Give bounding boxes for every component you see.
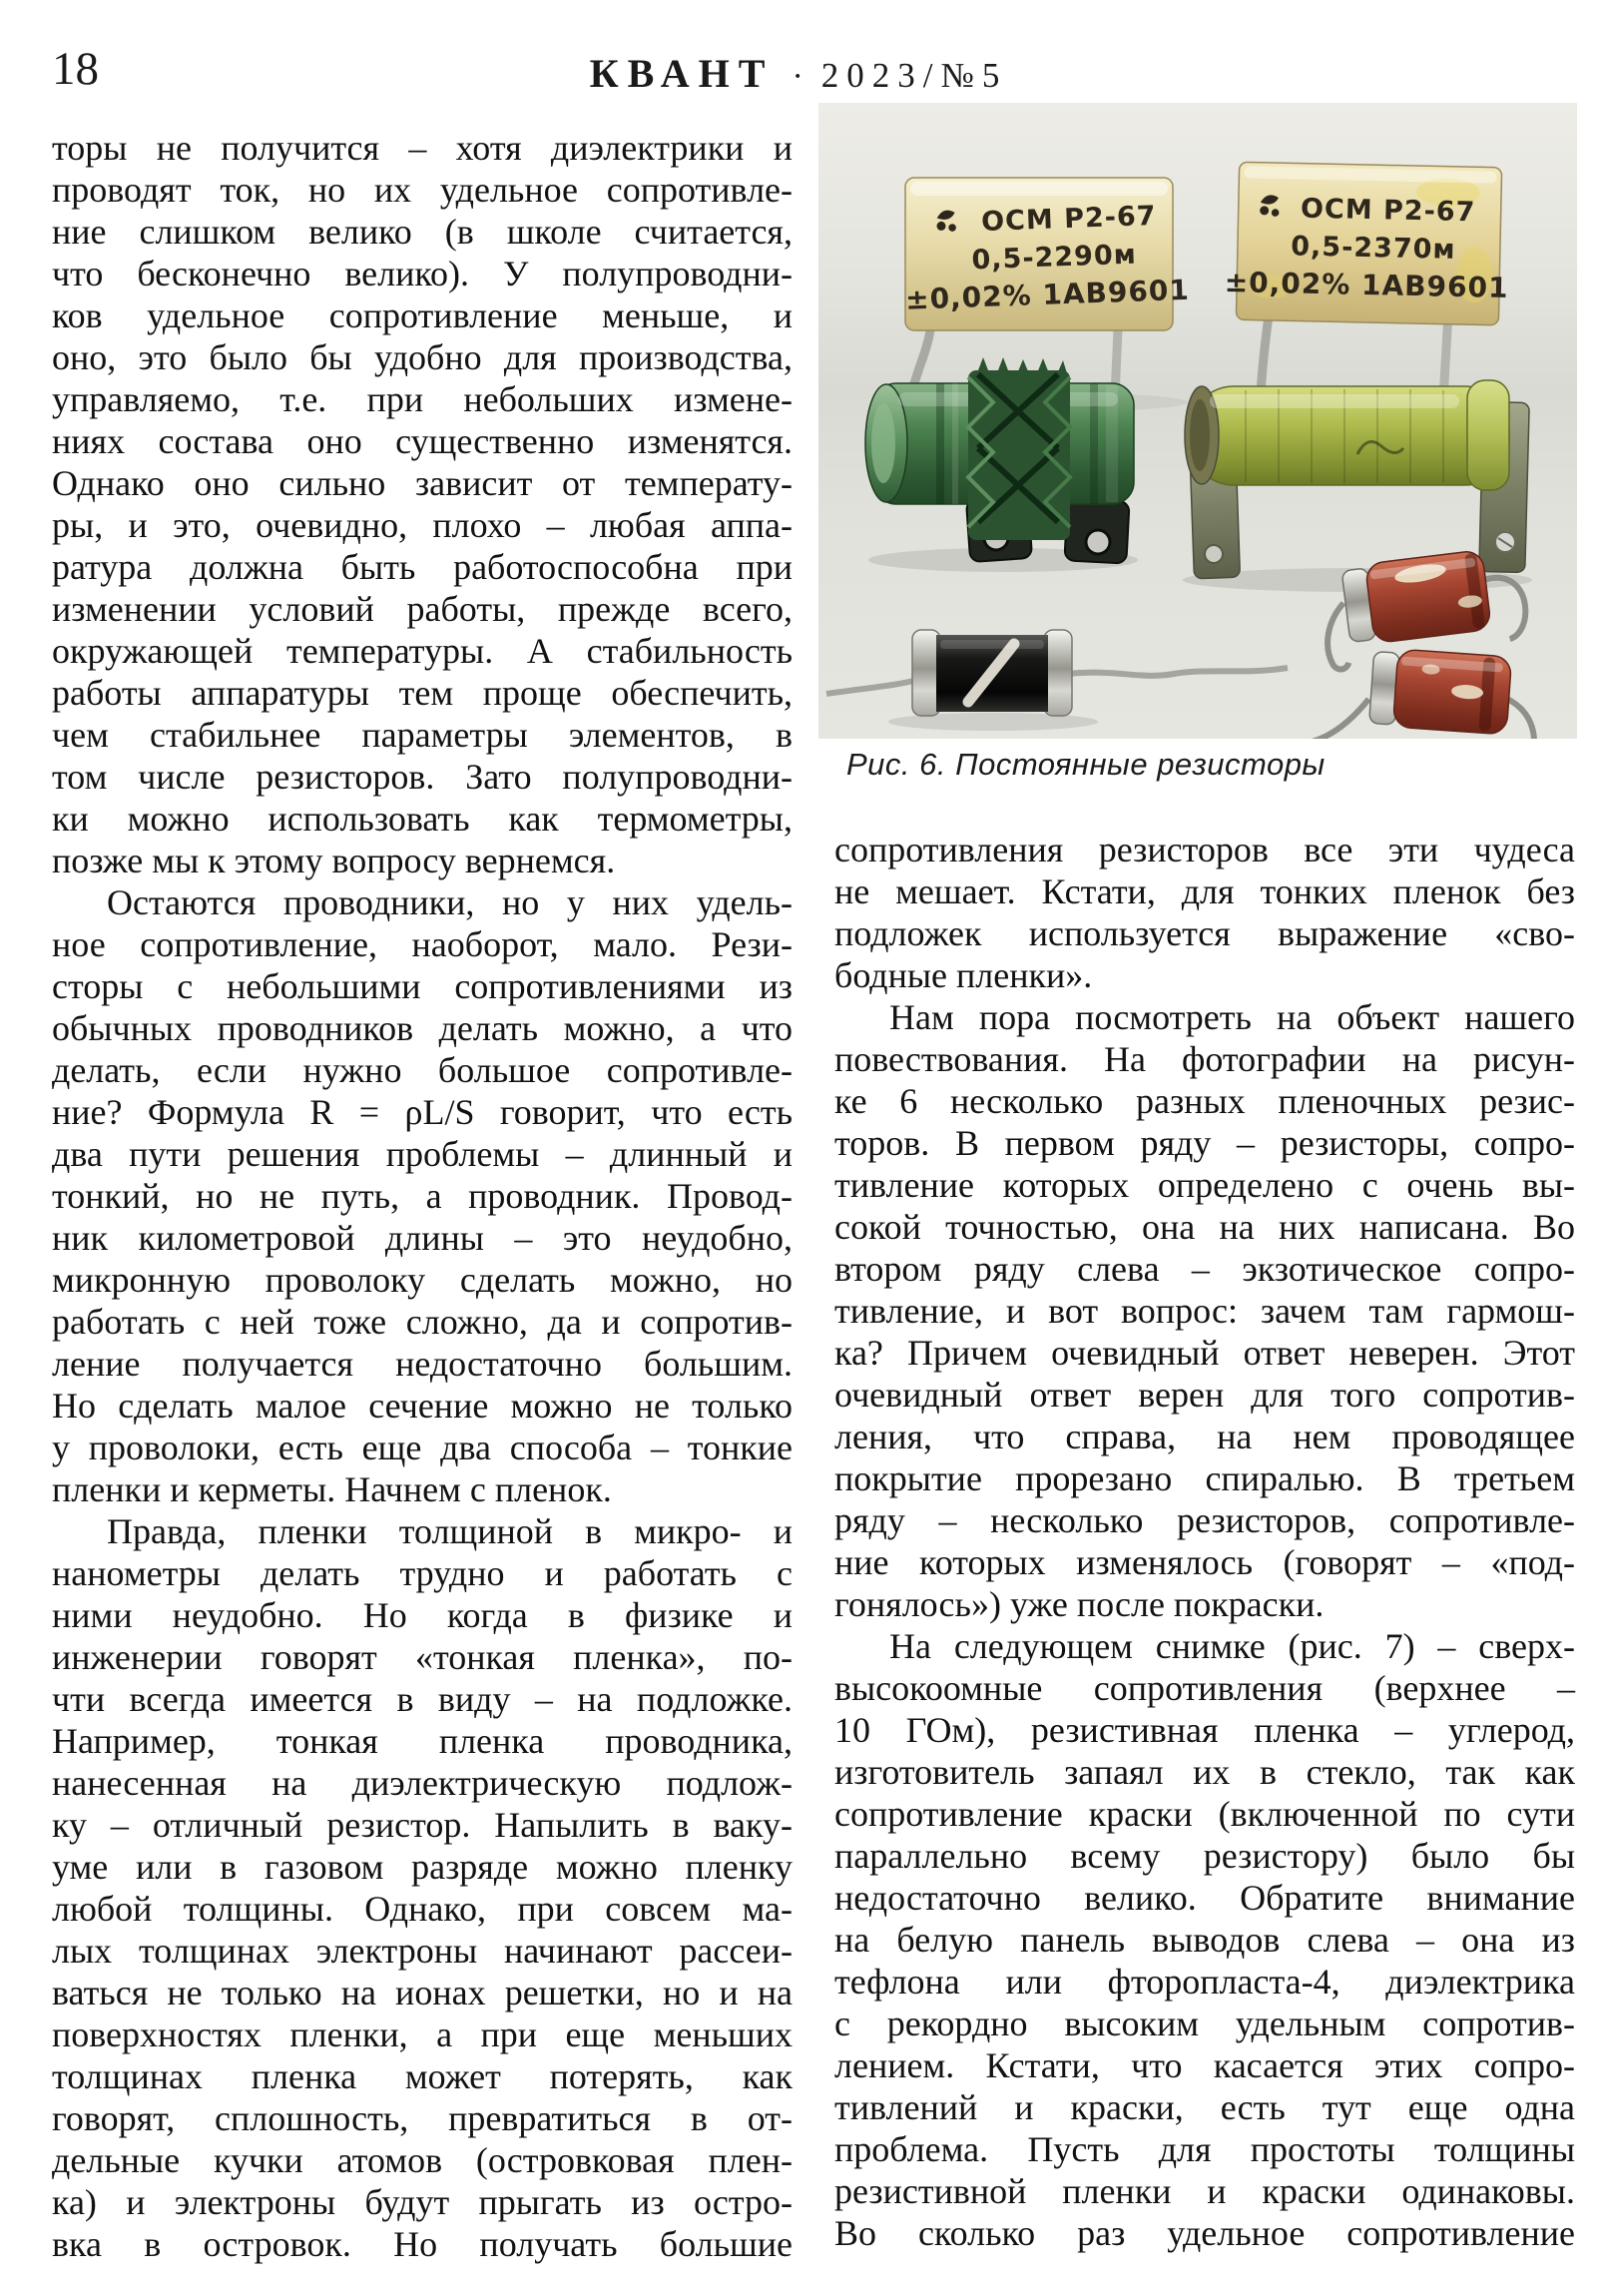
metal-end-cap: [1044, 630, 1072, 716]
text-line: сторы с небольшими сопротивлениями из: [52, 966, 793, 1006]
text-line: ления, что справа, на нем проводящее: [834, 1417, 1575, 1456]
text-line: покрытие прорезано спиралью. В третьем: [834, 1458, 1575, 1498]
text-line: бодные пленки».: [834, 955, 1093, 995]
text-line: тивлений и краски, есть тут еще одна: [834, 2087, 1575, 2127]
text-line: позже мы к этому вопросу вернемся.: [52, 841, 616, 880]
mounting-lug: [1064, 498, 1129, 563]
running-head: [0, 50, 1597, 97]
text-line: с рекордно высоким удельным сопротив-: [834, 2004, 1575, 2043]
figure-6-photo: [818, 103, 1577, 739]
text-line: гонялось») уже после покраски.: [834, 1584, 1325, 1624]
text-line: подложек используется выражение «сво-: [834, 913, 1575, 953]
text-line: ние которых изменялось (говорят – «под-: [834, 1542, 1575, 1582]
text-line: проблема. Пусть для простоты толщины: [834, 2129, 1575, 2169]
metal-end-cap: [912, 630, 940, 716]
resistor-model-label: ОСМ Р2-67: [1300, 193, 1476, 229]
resistor-tolerance-label: ±0,02% 1АВ9601: [1224, 266, 1509, 304]
text-line: Нам пора посмотреть на объект нашего: [889, 997, 1575, 1037]
text-line: недостаточно велико. Обратите внимание: [834, 1878, 1575, 1918]
text-line: лением. Кстати, что касается этих сопро-: [834, 2045, 1575, 2085]
text-line: торов. В первом ряду – резисторы, сопро-: [834, 1123, 1575, 1163]
text-line: управляемо, т.е. при небольших измене-: [52, 379, 793, 419]
text-line: оно, это было бы удобно для производства,: [52, 337, 793, 377]
resistor-model-label: ОСМ Р2-67: [980, 200, 1158, 238]
text-line: толщинах пленка может потерять, как: [52, 2056, 793, 2096]
text-line: Правда, пленки толщиной в микро- и: [107, 1511, 793, 1551]
text-line: говорят, сплошность, превратиться в от-: [52, 2098, 793, 2138]
text-line: дельные кучки атомов (островковая плен-: [52, 2140, 793, 2180]
text-line: на белую панель выводов слева – она из: [834, 1920, 1575, 1960]
text-line: Однако оно сильно зависит от температу-: [52, 463, 793, 503]
text-line: ряду – несколько резисторов, сопротивле-: [834, 1500, 1575, 1540]
text-line: Но сделать малое сечение можно не только: [52, 1386, 793, 1426]
text-line: обычных проводников делать можно, а что: [52, 1008, 793, 1048]
text-line: у проволоки, есть еще два способа – тонкие: [52, 1428, 793, 1467]
text-line: чти всегда имеется в виду – на подложке.: [52, 1679, 793, 1719]
text-line: ков удельное сопротивление меньше, и: [52, 295, 793, 335]
text-line: не мешает. Кстати, для тонких пленок без: [834, 871, 1575, 911]
corrugated-band: [968, 357, 1070, 540]
resistor-value-label: 0,5-2290м: [971, 239, 1138, 277]
text-line: тефлона или фторопласта-4, диэлектрика: [834, 1962, 1575, 2002]
resistor-value-label: 0,5-2370м: [1290, 231, 1456, 266]
text-line: резистивной пленки и краски одинаковы.: [834, 2171, 1575, 2211]
text-line: Во сколько раз удельное сопротивление: [834, 2213, 1575, 2253]
text-line: сопротивления резисторов все эти чудеса: [834, 830, 1575, 869]
page-number: 18: [52, 43, 99, 95]
text-line: очевидный ответ верен для того сопротив-: [834, 1375, 1575, 1415]
text-line: работы аппаратуры тем проще обеспечить,: [52, 673, 793, 713]
text-line: делать, если нужно большое сопротивле-: [52, 1050, 793, 1090]
text-line: нанесенная на диэлектрическую подлож-: [52, 1763, 793, 1803]
text-line: микронную проволоку сделать можно, но: [52, 1260, 793, 1300]
text-line: повествования. На фотографии на рисун-: [834, 1039, 1575, 1079]
text-line: ление получается недостаточно большим.: [52, 1344, 793, 1384]
text-line: тивление которых определено с очень вы-: [834, 1165, 1575, 1205]
text-line: Например, тонкая пленка проводника,: [52, 1721, 793, 1761]
text-line: ры, и это, очевидно, плохо – любая аппа-: [52, 505, 793, 545]
text-line: тонкий, но не путь, а проводник. Провод-: [52, 1176, 793, 1216]
text-line: лых толщинах электроны начинают рассеи-: [52, 1931, 793, 1971]
text-line: чем стабильнее параметры элементов, в: [52, 715, 793, 755]
text-line: ниях состава оно существенно изменятся.: [52, 421, 793, 461]
text-line: проводят ток, но их удельное сопротивле-: [52, 170, 793, 210]
text-line: На следующем снимке (рис. 7) – сверх-: [889, 1626, 1575, 1666]
text-line: изготовитель запаял их в стекло, так как: [834, 1752, 1575, 1792]
header-separator: ·: [792, 58, 803, 95]
text-line: окружающей температуры. А стабильность: [52, 631, 793, 671]
text-line: ка) и электроны будут прыгать из остро-: [52, 2182, 793, 2222]
text-line: уме или в газовом разряде можно пленку: [52, 1847, 793, 1887]
text-line: ник километровой длины – это неудобно,: [52, 1218, 793, 1258]
resistors-photo-illustration: [818, 103, 1577, 739]
right-column: [834, 829, 1575, 2254]
text-line: том числе резисторов. Зато полупроводни-: [52, 757, 793, 797]
text-line: изменении условий работы, прежде всего,: [52, 589, 793, 629]
text-line: пленки и керметы. Начнем с пленок.: [52, 1469, 612, 1509]
text-line: ваться не только на ионах решетки, но и на: [52, 1973, 793, 2012]
text-line: тивление, и вот вопрос: зачем там гармош-: [834, 1291, 1575, 1331]
text-line: вка в островок. Но получать большие: [52, 2224, 793, 2264]
text-line: параллельно всему резистору) было бы: [834, 1836, 1575, 1876]
text-line: сопротивление краски (включенной по сути: [834, 1794, 1575, 1834]
text-line: нанометры делать трудно и работать с: [52, 1553, 793, 1593]
text-line: ки можно использовать как термометры,: [52, 799, 793, 839]
text-line: работать с ней тоже сложно, да и сопротив-: [52, 1302, 793, 1342]
text-line: ное сопротивление, наоборот, мало. Рези-: [52, 924, 793, 964]
text-line: инженерии говорят «тонкая пленка», по-: [52, 1637, 793, 1677]
text-line: втором ряду слева – экзотическое сопро-: [834, 1249, 1575, 1289]
text-line: ка? Причем очевидный ответ неверен. Этот: [834, 1333, 1575, 1373]
text-line: ние? Формула R = ρL/S говорит, что есть: [52, 1092, 793, 1132]
text-line: сокой точностью, она на них написана. Во: [834, 1207, 1575, 1247]
text-line: ние слишком велико (в школе считается,: [52, 212, 793, 252]
text-line: 10 ГОм), резистивная пленка – углерод,: [834, 1710, 1575, 1750]
text-line: Остаются проводники, но у них удель-: [107, 882, 793, 922]
text-line: ними неудобно. Но когда в физике и: [52, 1595, 793, 1635]
text-line: ку – отличный резистор. Напылить в ваку-: [52, 1805, 793, 1845]
resistor-tolerance-label: ±0,02% 1АВ9601: [904, 273, 1191, 316]
text-line: два пути решения проблемы – длинный и: [52, 1134, 793, 1174]
left-column: [52, 127, 793, 2265]
text-line: любой толщины. Однако, при совсем ма-: [52, 1889, 793, 1929]
figure-caption: Рис. 6. Постоянные резисторы: [846, 747, 1326, 782]
text-line: ратура должна быть работоспособна при: [52, 547, 793, 587]
text-line: ке 6 несколько разных пленочных резис-: [834, 1081, 1575, 1121]
text-line: что бесконечно велико). У полупроводни-: [52, 254, 793, 293]
journal-title: КВАНТ: [589, 51, 775, 96]
issue-number: 2023/№5: [820, 56, 1008, 95]
text-line: поверхностях пленки, а при еще меньших: [52, 2014, 793, 2054]
text-line: торы не получится – хотя диэлектрики и: [52, 128, 793, 168]
text-line: высокоомные сопротивления (верхнее –: [834, 1668, 1575, 1708]
